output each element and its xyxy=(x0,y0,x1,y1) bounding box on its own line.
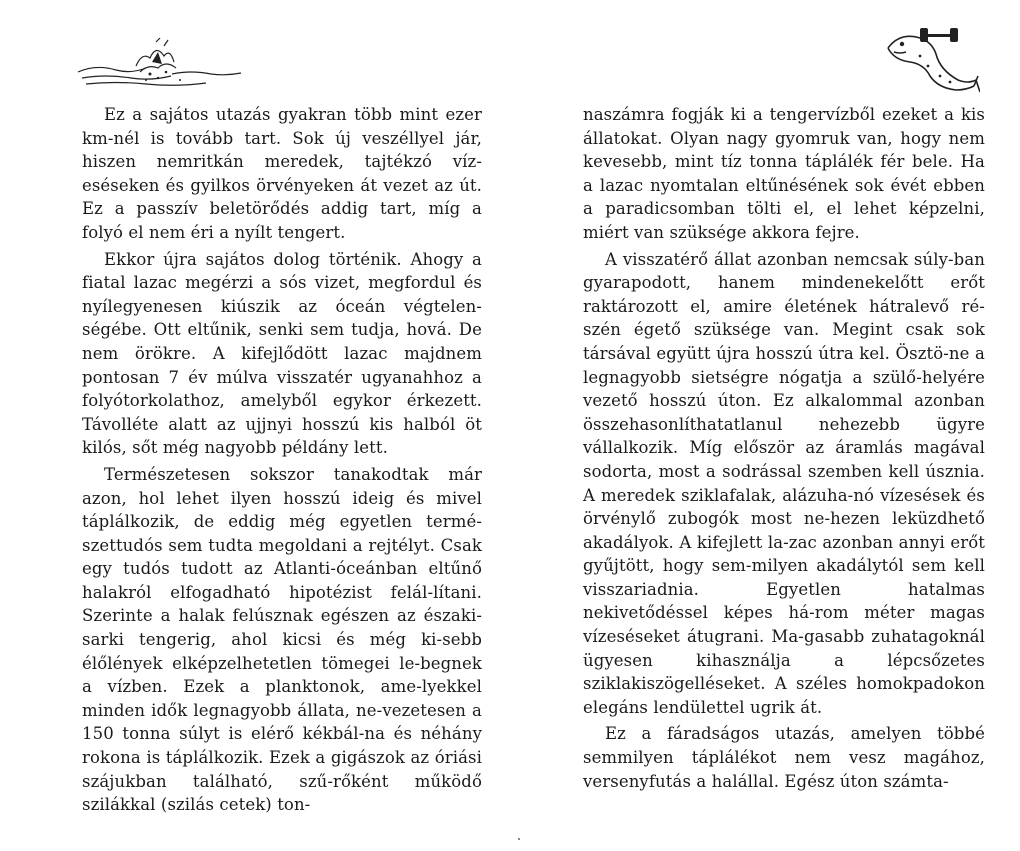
paragraph: Ekkor újra sajátos dolog történik. Ahogy a fiatal lazac megérzi a sós vizet, megfordul és nyílegyenesen kiúszik az óceán végtelen-ségébe. Ott eltűnik, senki sem tudja, hová. De nem örökre. A kifejlődött lazac majdnem pontosan 7 év múlva visszatér ugyanahhoz a folyótorkolathoz, amelyből egykor érkezett. Távolléte alatt az ujjnyi hosszú kis halból öt kilós, sőt még nagyobb példány lett. xyxy=(82,249,482,458)
right-text-column xyxy=(583,103,985,796)
gutter-mark xyxy=(518,838,520,840)
paragraph: Ez a sajátos utazás gyakran több mint ezer km-nél is tovább tart. Sok új veszéllyel jár, hiszen nemritkán meredek, tajtékzó víz-eséseken és gyilkos örvényeken át vezet az út. Ez a passzív beletörődés addig tart, míg a folyó el nem éri a nyílt tengert. xyxy=(82,105,482,242)
paragraph: Természetesen sokszor tanakodtak már azon, hol lehet ilyen hosszú ideig és mivel táplálkozik, de eddig még egyetlen termé-szettudós sem tudta megoldani a rejtélyt. Csak egy tudós tudott az Atlanti-óceánban eltűnő halakról elfogadható hipotézist felál-lítani. Szerinte a halak felúsznak egészen az északi-sarki tengerig, ahol kicsi és még ki-sebb élőlények elképzelhetetlen tömegei le-begnek a vízben. Ezek a planktonok, ame-lyekkel minden idők legnagyobb állata, ne-vezetesen a 150 tonna súlyt is elérő kékbál-na és néhány rokona is táplálkozik. Ezek a gigászok az óriási szájukban található, szű-rőként működő szilákkal (szilás cetek) ton- xyxy=(82,464,482,815)
left-text-column xyxy=(82,103,482,820)
fish-with-dumbbell-icon xyxy=(880,26,980,96)
paragraph-continuation: naszámra fogják ki a tengervízből ezeket a kis állatokat. Olyan nagy gyomruk van, hogy nem kevesebb, mint tíz tonna táplálék fér bele. Ha a lazac nyomtalan eltűnésének sok évét ebben a paradicsomban tölti el, el lehet képzelni, miért van szüksége akkora fejre. xyxy=(583,105,985,242)
paragraph: A visszatérő állat azonban nemcsak súly-ban gyarapodott, hanem mindenekelőtt erőt raktározott el, amire életének hátralevő ré-szén égető szüksége van. Megint csak sok társával együtt újra hosszú útra kel. Ösztö-ne a legnagyobb sietségre nógatja a szülő-helyére vezető hosszú úton. Ez alkalommal azonban összehasonlíthatatlanul nehezebb ügyre vállalkozik. Míg először az áramlás magával sodorta, most a sodrással szemben kell úsznia. A meredek sziklafalak, alázuha-nó vízesések és örvénylő zubogók most ne-hezen leküzdhető akadályok. A kifejlett la-zac azonban annyi erőt gyűjtött, hogy sem-milyen akadálytól sem kell visszariadnia. Egyetlen hatalmas nekivetődéssel képes há-rom méter magas vízeséseket átugrani. Ma-gasabb zuhatagoknál ügyesen kihasználja a lépcsőzetes sziklakiszögelléseket. A széles homokpadokon elegáns lendülettel ugrik át. xyxy=(583,249,985,717)
right-page xyxy=(510,0,1020,851)
fish-splash-icon xyxy=(76,34,246,90)
paragraph: Ez a fáradságos utazás, amelyen többé semmilyen táplálékot nem vesz magához, versenyfutás a halállal. Egész úton számta- xyxy=(583,724,985,791)
